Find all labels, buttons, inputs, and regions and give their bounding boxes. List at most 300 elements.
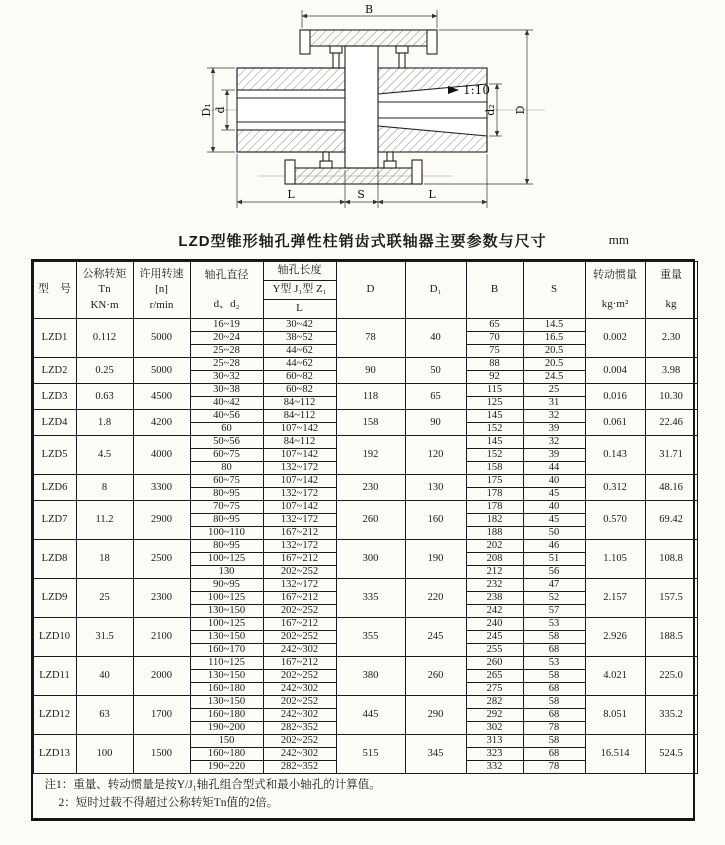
spec-row-LZD5: [33, 436, 697, 449]
dim-S-cell: 58: [523, 670, 585, 683]
dim-B-cell: 188: [466, 527, 523, 540]
dim-label-L-left: L: [287, 188, 295, 201]
inertia-cell: 4.021: [585, 657, 645, 696]
dim-D-cell: 445: [336, 696, 405, 735]
speed-cell: 4200: [133, 410, 190, 436]
bore-diameter-cell: 160~180: [190, 748, 263, 761]
bore-length-cell: 242~302: [263, 683, 336, 696]
dim-S-cell: 40: [523, 501, 585, 514]
dim-B-cell: 178: [466, 501, 523, 514]
dim-S-cell: 58: [523, 696, 585, 709]
dim-D-cell: 300: [336, 540, 405, 579]
bore-diameter-cell: 25~28: [190, 345, 263, 358]
bore-diameter-cell: 150: [190, 735, 263, 748]
bore-diameter-header-line: 轴孔直径: [204, 268, 249, 281]
bore-length-cell: 107~142: [263, 449, 336, 462]
bore-length-cell: 60~82: [263, 371, 336, 384]
dim-S-cell: 78: [523, 761, 585, 774]
speed-header-line: [n]: [155, 283, 168, 296]
bore-diameter-cell: 16~19: [190, 319, 263, 332]
dim-S-cell: 20.5: [523, 345, 585, 358]
dim-B-cell: 152: [466, 423, 523, 436]
spec-table-body: [33, 319, 697, 774]
dim-D-cell: 192: [336, 436, 405, 475]
table-notes: [33, 774, 693, 818]
dim-S-cell: 20.5: [523, 358, 585, 371]
model-cell: LZD5: [33, 436, 76, 475]
note-line: 2：短时过载不得超过公称转矩Tn值的2倍。: [58, 796, 279, 809]
dim-S-cell: 31: [523, 397, 585, 410]
dim-S-cell: 53: [523, 657, 585, 670]
weight-cell: 3.98: [645, 358, 697, 384]
bore-diameter-cell: 130~150: [190, 670, 263, 683]
col-header-bore-length-types: [263, 281, 336, 300]
dim-S-cell: 46: [523, 540, 585, 553]
inertia-cell: 8.051: [585, 696, 645, 735]
speed-cell: 5000: [133, 319, 190, 358]
inertia-cell: 1.105: [585, 540, 645, 579]
bore-length-cell: 282~352: [263, 761, 336, 774]
dim-B-cell: 313: [466, 735, 523, 748]
title-row: [0, 230, 725, 254]
dim-B-cell: 125: [466, 397, 523, 410]
speed-cell: 2300: [133, 579, 190, 618]
dim-S-cell: 58: [523, 735, 585, 748]
bore-length-types-label: Y型 J₁型 Z₁: [272, 283, 327, 296]
bore-length-cell: 202~252: [263, 670, 336, 683]
torque-cell: 0.25: [76, 358, 133, 384]
bore-length-cell: 202~252: [263, 605, 336, 618]
bore-diameter-cell: 30~32: [190, 371, 263, 384]
dim-S-cell: 40: [523, 475, 585, 488]
model-cell: LZD4: [33, 410, 76, 436]
bore-length-cell: 132~172: [263, 488, 336, 501]
dim-S-cell: 45: [523, 488, 585, 501]
dim-D1-cell: 120: [405, 436, 466, 475]
col-header-weight: [645, 262, 697, 319]
page-title: LZD型锥形轴孔弹性柱销齿式联轴器主要参数与尺寸: [178, 233, 547, 250]
dim-S-cell: 24.5: [523, 371, 585, 384]
bore-diameter-cell: 80~95: [190, 488, 263, 501]
col-header-speed: [133, 262, 190, 319]
center-sleeve: [345, 46, 378, 168]
inertia-header-line: kg·m²: [601, 298, 629, 310]
dim-B-cell: 255: [466, 644, 523, 657]
bore-diameter-cell: 110~125: [190, 657, 263, 670]
bore-length-cell: 242~302: [263, 709, 336, 722]
bore-length-cell: 84~112: [263, 436, 336, 449]
model-cell: LZD13: [33, 735, 76, 774]
bore-length-cell: 84~112: [263, 410, 336, 423]
speed-cell: 5000: [133, 358, 190, 384]
weight-cell: 22.46: [645, 410, 697, 436]
weight-cell: 31.71: [645, 436, 697, 475]
bore-length-cell: 107~142: [263, 475, 336, 488]
torque-header-line: 公称转矩: [82, 267, 127, 280]
dim-S-cell: 45: [523, 514, 585, 527]
inertia-cell: 0.016: [585, 384, 645, 410]
dim-D1-cell: 50: [405, 358, 466, 384]
dim-B-cell: 240: [466, 618, 523, 631]
dim-D1-cell: 90: [405, 410, 466, 436]
bore-length-header-label: 轴孔长度: [277, 264, 322, 277]
dim-S-cell: 68: [523, 644, 585, 657]
dim-S-cell: 52: [523, 592, 585, 605]
speed-cell: 2000: [133, 657, 190, 696]
model-cell: LZD8: [33, 540, 76, 579]
dim-D-cell: 78: [336, 319, 405, 358]
bore-length-cell: 202~252: [263, 566, 336, 579]
bore-diameter-cell: 80~95: [190, 540, 263, 553]
dim-B-cell: 208: [466, 553, 523, 566]
dim-B-cell: 65: [466, 319, 523, 332]
col-header-inertia: [585, 262, 645, 319]
dim-D1-cell: 190: [405, 540, 466, 579]
dim-B-cell: 242: [466, 605, 523, 618]
dim-B-cell: 265: [466, 670, 523, 683]
coupling-drawing: [0, 0, 725, 222]
pin-top-left: [330, 46, 342, 68]
table-frame: [31, 259, 695, 821]
weight-cell: 108.8: [645, 540, 697, 579]
col-header-B: [466, 262, 523, 319]
col-header-model-label: 型 号: [38, 283, 71, 296]
weight-header-line: 重量: [660, 268, 682, 281]
spec-row-LZD13: [33, 735, 697, 748]
bore-diameter-cell: 60~75: [190, 475, 263, 488]
dim-label-D1: D₁: [200, 103, 213, 117]
B-header-label: B: [490, 283, 499, 296]
header-row-1: [33, 262, 697, 281]
bore-diameter-cell: 60: [190, 423, 263, 436]
model-cell: LZD2: [33, 358, 76, 384]
dim-B-cell: 202: [466, 540, 523, 553]
bore-diameter-cell: 130~150: [190, 605, 263, 618]
dim-S-cell: 68: [523, 709, 585, 722]
note-line: 注1：重量、转动惯量是按Y/J₁轴孔组合型式和最小轴孔的计算值。: [44, 779, 381, 791]
torque-cell: 31.5: [76, 618, 133, 657]
bore-length-cell: 242~302: [263, 748, 336, 761]
bore-diameter-cell: 80~95: [190, 514, 263, 527]
dim-D1-cell: 220: [405, 579, 466, 618]
dim-B-cell: 282: [466, 696, 523, 709]
weight-cell: 48.16: [645, 475, 697, 501]
dim-B-cell: 212: [466, 566, 523, 579]
dim-B-cell: 275: [466, 683, 523, 696]
inertia-cell: 0.570: [585, 501, 645, 540]
bore-length-L-label: L: [296, 302, 303, 315]
dim-B-cell: 88: [466, 358, 523, 371]
bore-diameter-cell: 100~125: [190, 592, 263, 605]
spec-table: [33, 261, 698, 774]
inertia-cell: 2.157: [585, 579, 645, 618]
bore-diameter-cell: 190~200: [190, 722, 263, 735]
bore-length-cell: 167~212: [263, 592, 336, 605]
bore-diameter-cell: 70~75: [190, 501, 263, 514]
bore-length-cell: 202~252: [263, 696, 336, 709]
weight-cell: 10.30: [645, 384, 697, 410]
bore-length-cell: 38~52: [263, 332, 336, 345]
weight-cell: 335.2: [645, 696, 697, 735]
D-header-label: D: [366, 283, 375, 296]
speed-header-line: r/min: [149, 298, 174, 311]
dim-label-L-right: L: [428, 188, 436, 201]
inertia-header-line: 转动惯量: [593, 268, 637, 281]
bore-length-cell: 84~112: [263, 397, 336, 410]
torque-cell: 18: [76, 540, 133, 579]
spec-row-LZD9: [33, 579, 697, 592]
bore-length-cell: 132~172: [263, 462, 336, 475]
col-header-D: [336, 262, 405, 319]
torque-cell: 40: [76, 657, 133, 696]
dim-D1-cell: 40: [405, 319, 466, 358]
dim-S-cell: 58: [523, 631, 585, 644]
weight-cell: 524.5: [645, 735, 697, 774]
spec-row-LZD4: [33, 410, 697, 423]
col-header-model: [33, 262, 76, 319]
col-header-bore-diameter: [190, 262, 263, 319]
spec-row-LZD8: [33, 540, 697, 553]
torque-cell: 100: [76, 735, 133, 774]
bore-diameter-cell: 100~125: [190, 618, 263, 631]
dim-S-cell: 50: [523, 527, 585, 540]
bore-length-cell: 242~302: [263, 644, 336, 657]
bore-diameter-cell: 30~38: [190, 384, 263, 397]
dim-S-cell: 14.5: [523, 319, 585, 332]
dim-B-cell: 152: [466, 449, 523, 462]
dim-B-cell: 182: [466, 514, 523, 527]
model-cell: LZD1: [33, 319, 76, 358]
dim-D-cell: 90: [336, 358, 405, 384]
bore-diameter-cell: 190~220: [190, 761, 263, 774]
torque-cell: 63: [76, 696, 133, 735]
dim-B-cell: 302: [466, 722, 523, 735]
bore-length-cell: 167~212: [263, 553, 336, 566]
S-header-label: S: [550, 283, 558, 296]
bore-diameter-cell: 100~125: [190, 553, 263, 566]
dim-S-cell: 68: [523, 683, 585, 696]
bore-diameter-cell: 90~95: [190, 579, 263, 592]
inertia-cell: 0.002: [585, 319, 645, 358]
bore-length-cell: 44~62: [263, 358, 336, 371]
dim-B-cell: 232: [466, 579, 523, 592]
torque-cell: 0.112: [76, 319, 133, 358]
bore-diameter-header-line: d、d₂: [213, 298, 240, 310]
dim-D-cell: 230: [336, 475, 405, 501]
unit-label: mm: [608, 232, 629, 247]
dim-S-cell: 47: [523, 579, 585, 592]
dim-label-D: D: [514, 105, 527, 115]
inertia-cell: 0.312: [585, 475, 645, 501]
dim-S-cell: 39: [523, 449, 585, 462]
bore-length-cell: 107~142: [263, 423, 336, 436]
bore-diameter-cell: 20~24: [190, 332, 263, 345]
dim-D-cell: 118: [336, 384, 405, 410]
torque-cell: 1.8: [76, 410, 133, 436]
weight-cell: 69.42: [645, 501, 697, 540]
dim-B-cell: 145: [466, 436, 523, 449]
bore-length-cell: 132~172: [263, 540, 336, 553]
weight-cell: 225.0: [645, 657, 697, 696]
bore-length-cell: 44~62: [263, 345, 336, 358]
dim-B-cell: 323: [466, 748, 523, 761]
dim-D-cell: 515: [336, 735, 405, 774]
spec-row-LZD1: [33, 319, 697, 332]
dim-S-cell: 39: [523, 423, 585, 436]
col-header-bore-length: [263, 262, 336, 281]
speed-cell: 4000: [133, 436, 190, 475]
bore-length-cell: 202~252: [263, 735, 336, 748]
col-header-S: [523, 262, 585, 319]
dim-D1-cell: 245: [405, 618, 466, 657]
dim-D1-cell: 345: [405, 735, 466, 774]
dim-S-cell: 44: [523, 462, 585, 475]
spacer: [191, 283, 263, 297]
speed-header-line: 许用转速: [139, 267, 184, 280]
bore-length-cell: 202~252: [263, 631, 336, 644]
spec-row-LZD6: [33, 475, 697, 488]
inertia-cell: 16.514: [585, 735, 645, 774]
dim-label-d: d: [214, 106, 227, 114]
spec-row-LZD11: [33, 657, 697, 670]
dim-S-cell: 78: [523, 722, 585, 735]
speed-cell: 2900: [133, 501, 190, 540]
dim-D1-cell: 160: [405, 501, 466, 540]
model-cell: LZD3: [33, 384, 76, 410]
bore-length-cell: 132~172: [263, 514, 336, 527]
dim-label-d2: d₂: [484, 104, 497, 116]
torque-cell: 8: [76, 475, 133, 501]
pin-bottom-left: [320, 152, 332, 168]
dim-S-cell: 53: [523, 618, 585, 631]
bore-diameter-cell: 160~170: [190, 644, 263, 657]
weight-cell: 2.30: [645, 319, 697, 358]
inertia-cell: 0.004: [585, 358, 645, 384]
pin-top-right: [396, 46, 408, 68]
bore-diameter-cell: 25~28: [190, 358, 263, 371]
pin-bottom-right: [384, 152, 396, 168]
bore-diameter-cell: 40~42: [190, 397, 263, 410]
speed-cell: 2500: [133, 540, 190, 579]
speed-cell: 2100: [133, 618, 190, 657]
torque-cell: 4.5: [76, 436, 133, 475]
bore-diameter-cell: 130~150: [190, 631, 263, 644]
dim-B-cell: 158: [466, 462, 523, 475]
dim-B-cell: 75: [466, 345, 523, 358]
spec-row-LZD2: [33, 358, 697, 371]
bore-length-cell: 282~352: [263, 722, 336, 735]
bore-length-cell: 167~212: [263, 618, 336, 631]
model-cell: LZD7: [33, 501, 76, 540]
bore-length-cell: 60~82: [263, 384, 336, 397]
model-cell: LZD11: [33, 657, 76, 696]
dim-D1-cell: 290: [405, 696, 466, 735]
bore-diameter-cell: 60~75: [190, 449, 263, 462]
bore-length-cell: 132~172: [263, 579, 336, 592]
bore-length-cell: 167~212: [263, 657, 336, 670]
dim-D1-cell: 260: [405, 657, 466, 696]
bore-diameter-cell: 130: [190, 566, 263, 579]
spec-row-LZD7: [33, 501, 697, 514]
bore-diameter-cell: 160~180: [190, 709, 263, 722]
torque-header-line: Tn: [98, 283, 111, 296]
dim-B-cell: 92: [466, 371, 523, 384]
dim-D-cell: 355: [336, 618, 405, 657]
dim-B-cell: 245: [466, 631, 523, 644]
bore-length-cell: 30~42: [263, 319, 336, 332]
bore-diameter-cell: 40~56: [190, 410, 263, 423]
model-cell: LZD9: [33, 579, 76, 618]
left-hub: [237, 68, 345, 152]
dim-B-cell: 115: [466, 384, 523, 397]
dim-D-cell: 260: [336, 501, 405, 540]
dim-D-cell: 335: [336, 579, 405, 618]
torque-cell: 0.63: [76, 384, 133, 410]
bore-diameter-cell: 160~180: [190, 683, 263, 696]
spec-table-head: [33, 262, 697, 319]
torque-cell: 25: [76, 579, 133, 618]
model-cell: LZD10: [33, 618, 76, 657]
D1-header-label: D₁: [429, 283, 442, 296]
spec-row-LZD3: [33, 384, 697, 397]
dim-B-cell: 145: [466, 410, 523, 423]
dim-B-cell: 175: [466, 475, 523, 488]
torque-cell: 11.2: [76, 501, 133, 540]
torque-header-line: KN·m: [90, 298, 119, 311]
dim-D1-cell: 65: [405, 384, 466, 410]
dim-S-cell: 56: [523, 566, 585, 579]
model-cell: LZD6: [33, 475, 76, 501]
dim-B-cell: 238: [466, 592, 523, 605]
dim-B-cell: 178: [466, 488, 523, 501]
inertia-cell: 0.061: [585, 410, 645, 436]
bore-length-cell: 167~212: [263, 527, 336, 540]
col-header-torque: [76, 262, 133, 319]
taper-label: 1:10: [463, 83, 490, 97]
dim-S-cell: 16.5: [523, 332, 585, 345]
dim-label-S: S: [357, 188, 365, 201]
dim-D1-cell: 130: [405, 475, 466, 501]
weight-cell: 157.5: [645, 579, 697, 618]
speed-cell: 1500: [133, 735, 190, 774]
speed-cell: 3300: [133, 475, 190, 501]
dim-B-cell: 260: [466, 657, 523, 670]
bore-length-cell: 107~142: [263, 501, 336, 514]
bore-diameter-cell: 50~56: [190, 436, 263, 449]
spec-row-LZD10: [33, 618, 697, 631]
dim-B-cell: 292: [466, 709, 523, 722]
dim-B-cell: 332: [466, 761, 523, 774]
dim-S-cell: 32: [523, 436, 585, 449]
bore-diameter-cell: 130~150: [190, 696, 263, 709]
inertia-cell: 0.143: [585, 436, 645, 475]
dim-S-cell: 32: [523, 410, 585, 423]
col-header-bore-length-L: [263, 300, 336, 319]
coupling-drawing-area: [0, 0, 725, 222]
weight-cell: 188.5: [645, 618, 697, 657]
speed-cell: 4500: [133, 384, 190, 410]
dim-S-cell: 25: [523, 384, 585, 397]
dim-D-cell: 380: [336, 657, 405, 696]
dim-S-cell: 68: [523, 748, 585, 761]
spec-row-LZD12: [33, 696, 697, 709]
dim-S-cell: 51: [523, 553, 585, 566]
weight-header-line: kg: [665, 298, 677, 310]
dim-B-cell: 70: [466, 332, 523, 345]
speed-cell: 1700: [133, 696, 190, 735]
dim-label-B: B: [364, 3, 374, 16]
bore-diameter-cell: 80: [190, 462, 263, 475]
